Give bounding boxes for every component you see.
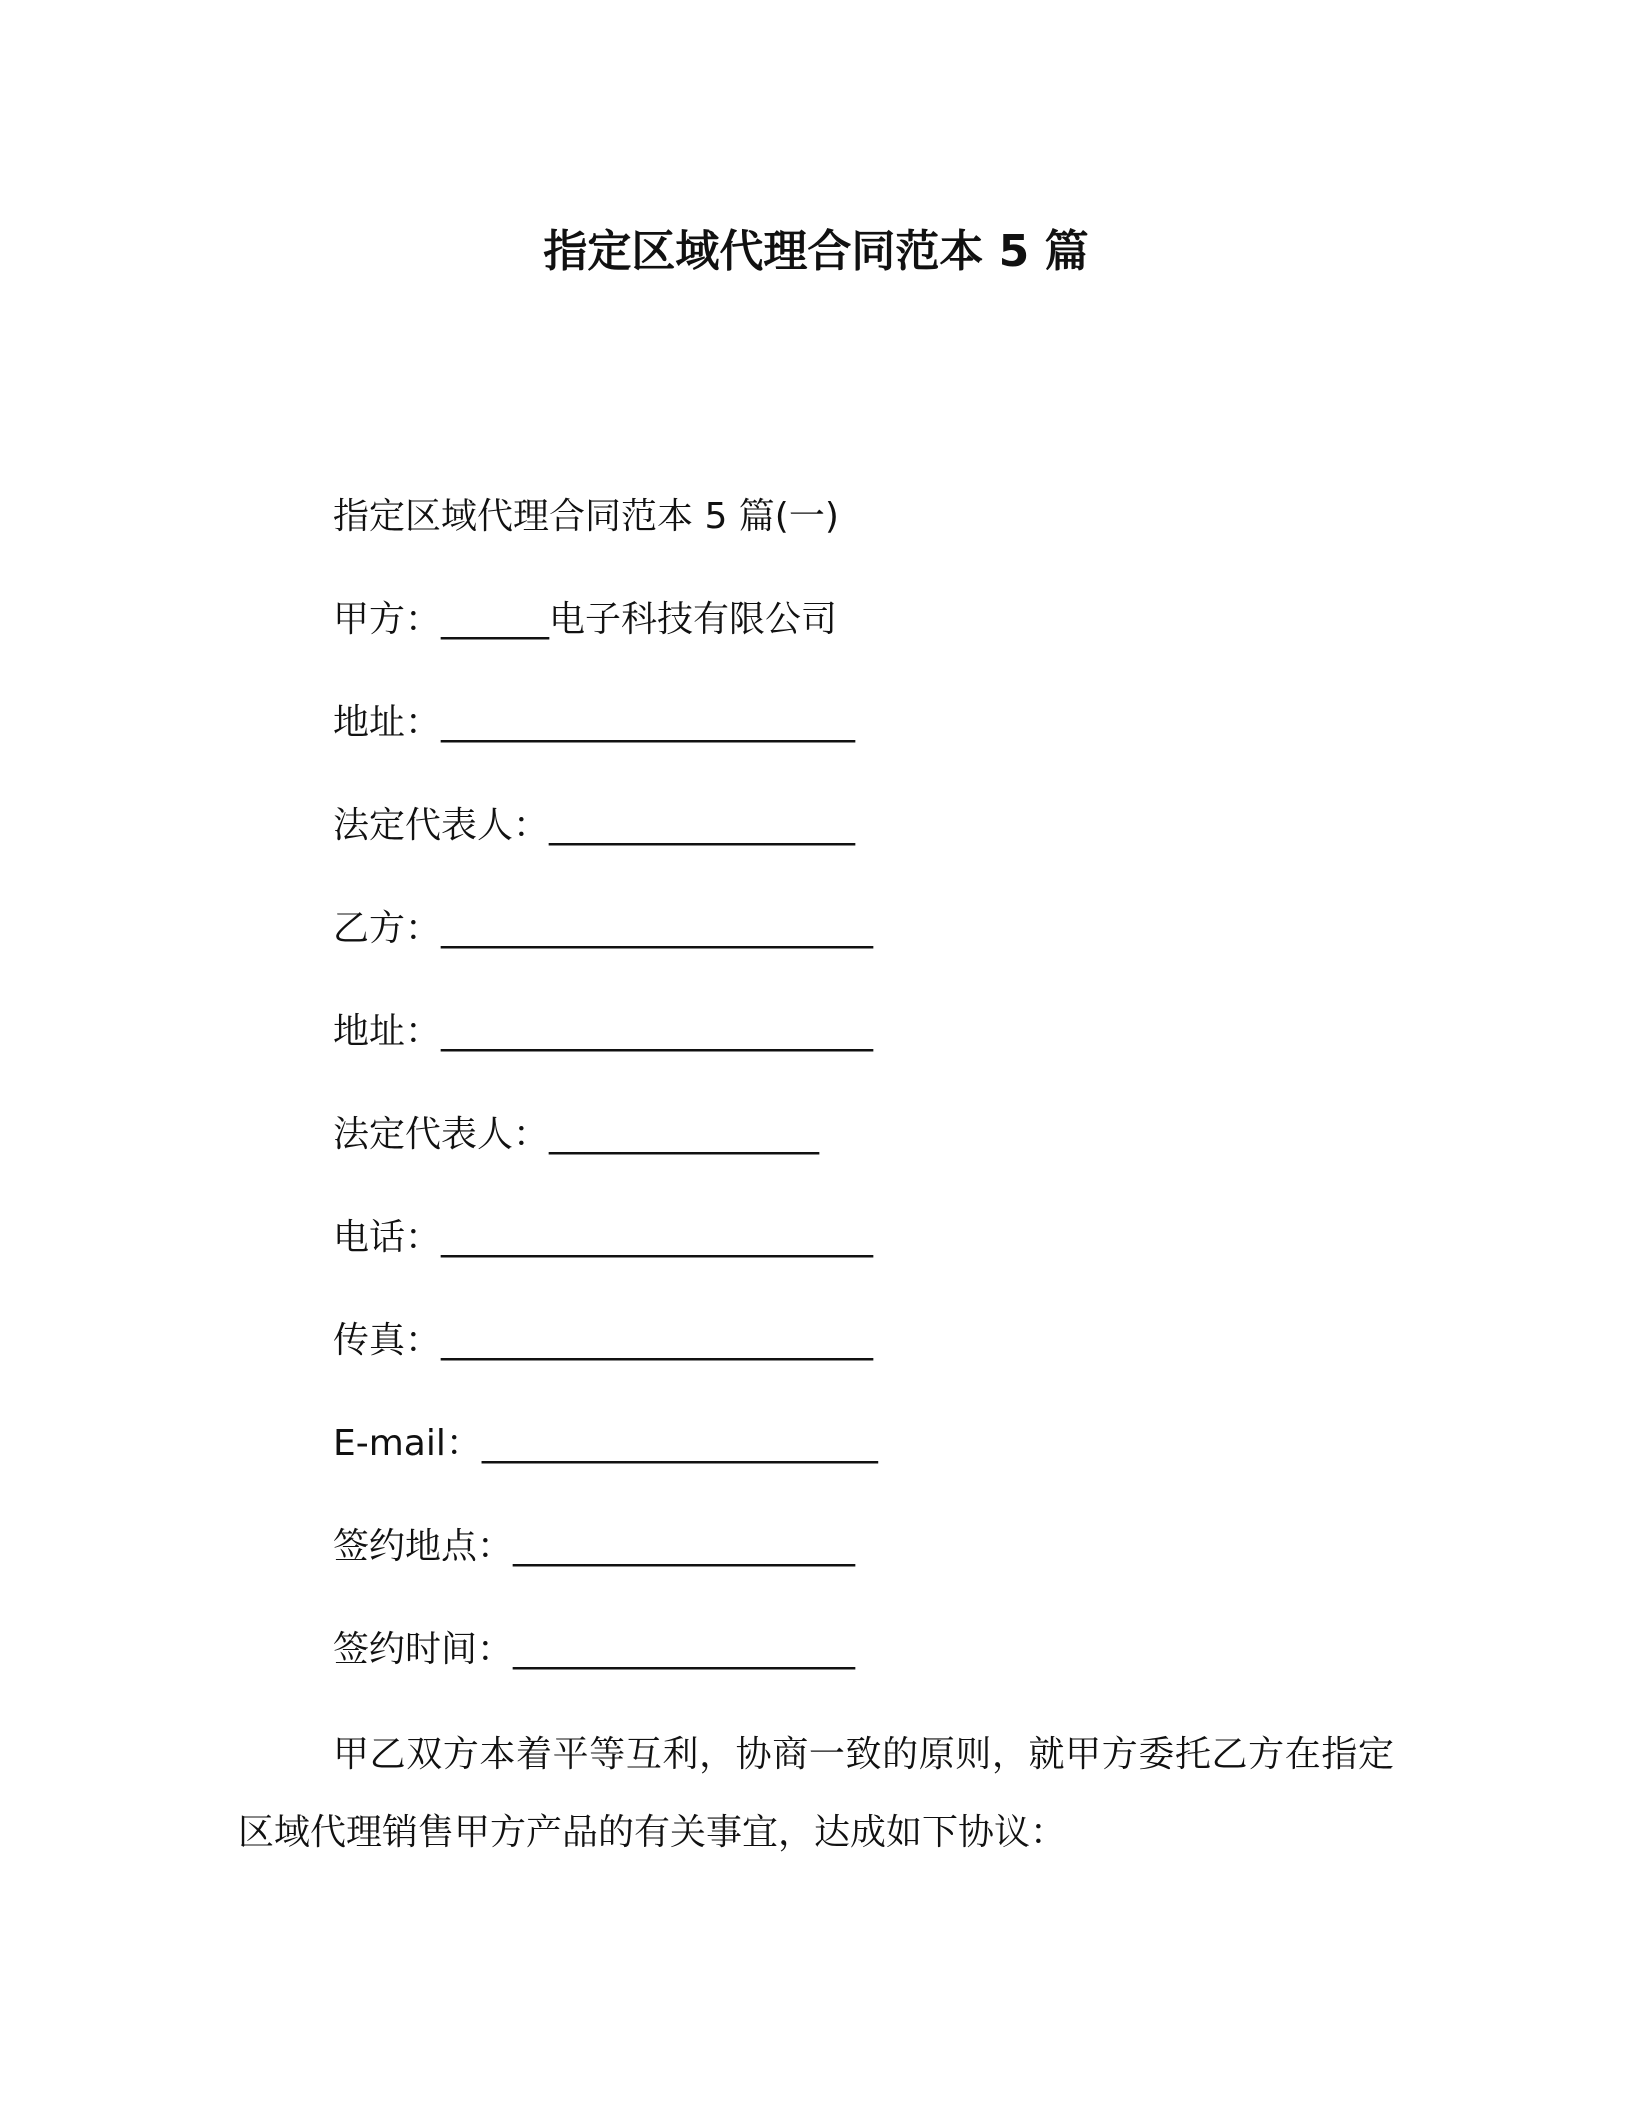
email-blank: ______________________ [481, 1423, 878, 1464]
party-b-legal-rep-field [333, 1111, 819, 1159]
fax-label: 传真： [333, 1320, 442, 1361]
party-b-address-label: 地址： [333, 1011, 442, 1052]
party-a-address-blank: _______________________ [441, 702, 856, 743]
party-a-label: 甲方： [333, 599, 442, 640]
fax-blank: ________________________ [441, 1320, 874, 1361]
section-heading: 指定区域代理合同范本 5 篇(一) [333, 496, 839, 537]
signing-time-blank: ___________________ [513, 1629, 856, 1670]
party-a-field [333, 596, 837, 644]
party-b-legal-rep-label: 法定代表人： [333, 1114, 550, 1155]
fax-field [333, 1317, 873, 1365]
party-b-legal-rep-blank: _______________ [549, 1114, 820, 1155]
party-a-legal-rep-blank: _________________ [549, 805, 856, 846]
email-label: E-mail： [333, 1423, 482, 1464]
agreement-intro-paragraph: 甲乙双方本着平等互利，协商一致的原则，就甲方委托乙方在指定区域代理销售甲方产品的有关事宜，达成如下协议： [238, 1734, 1394, 1853]
signing-time-label: 签约时间： [333, 1629, 514, 1670]
email-field [333, 1420, 878, 1468]
party-b-address-blank: ________________________ [441, 1011, 874, 1052]
party-b-blank: ________________________ [441, 908, 874, 949]
phone-label: 电话： [333, 1217, 442, 1258]
signing-time-field [333, 1626, 855, 1674]
signing-place-field [333, 1523, 855, 1571]
party-a-value: ______电子科技有限公司 [441, 599, 838, 640]
phone-blank: ________________________ [441, 1217, 874, 1258]
party-a-address-field [333, 699, 855, 747]
party-a-address-label: 地址： [333, 702, 442, 743]
party-b-address-field [333, 1008, 873, 1056]
signing-place-label: 签约地点： [333, 1526, 514, 1567]
phone-field [333, 1214, 873, 1262]
party-a-legal-rep-field [333, 802, 855, 850]
document-title: 指定区域代理合同范本 5 篇 [543, 226, 1089, 277]
party-b-label: 乙方： [333, 908, 442, 949]
party-b-field [333, 905, 873, 953]
party-a-legal-rep-label: 法定代表人： [333, 805, 550, 846]
signing-place-blank: ___________________ [513, 1526, 856, 1567]
